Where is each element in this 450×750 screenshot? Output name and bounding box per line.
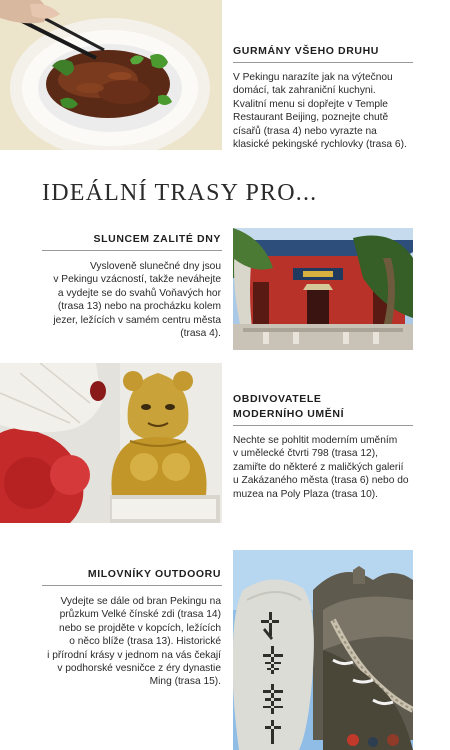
section-text-modern-art: Nechte se pohltit moderním uměním v umělecké čtvrti 798 (trasa 12), zamiřte do některé z maličkých galerií u Zakázaného města (trasa 6) nebo do muzea na Poly Plaza (trasa 10).	[233, 435, 409, 500]
section-text-sunny-days: Vysloveně slunečné dny jsou v Pekingu vzácností, takže neváhejte a vydejte se do svahů Voňavých hor (trasa 13) nebo na procházku kolem jezer, ležících v samém centru města (trasa 4).	[53, 261, 221, 340]
temple-photo	[233, 228, 413, 350]
section-divider	[42, 585, 222, 586]
page-title: IDEÁLNÍ TRASY PRO...	[42, 180, 318, 206]
section-heading-outdoor: MILOVNÍKY OUTDOORU	[87, 568, 221, 580]
section-heading-modern-art: OBDIVOVATELE MODERNÍHO UMĚNÍ	[233, 393, 345, 420]
sculpture-photo	[0, 363, 222, 523]
section-heading-sunny-days: SLUNCEM ZALITÉ DNY	[93, 233, 221, 245]
great-wall-photo	[233, 550, 413, 750]
food-photo	[0, 0, 222, 150]
section-divider	[233, 62, 413, 63]
section-divider	[233, 425, 413, 426]
section-text-outdoor: Vydejte se dále od bran Pekingu na průzkum Velké čínské zdi (trasa 14) nebo se projděte v kopcích, ležících o něco blíže (trasa 13). Historické i přírodní krásy v jednom na vás čekají v podhorské vesničce z éry dynastie Ming (trasa 15).	[47, 596, 221, 688]
section-divider	[42, 250, 222, 251]
section-text-gourmets: V Pekingu narazíte jak na výtečnou domácí, tak zahraniční kuchyni. Kvalitní menu si dopřejte v Temple Restaurant Beijing, poznejte chutě císařů (trasa 4) nebo vyrazte na klasické pekingské rychlovky (trasa 6).	[233, 72, 407, 151]
section-heading-gourmets: GURMÁNY VŠEHO DRUHU	[233, 45, 379, 57]
